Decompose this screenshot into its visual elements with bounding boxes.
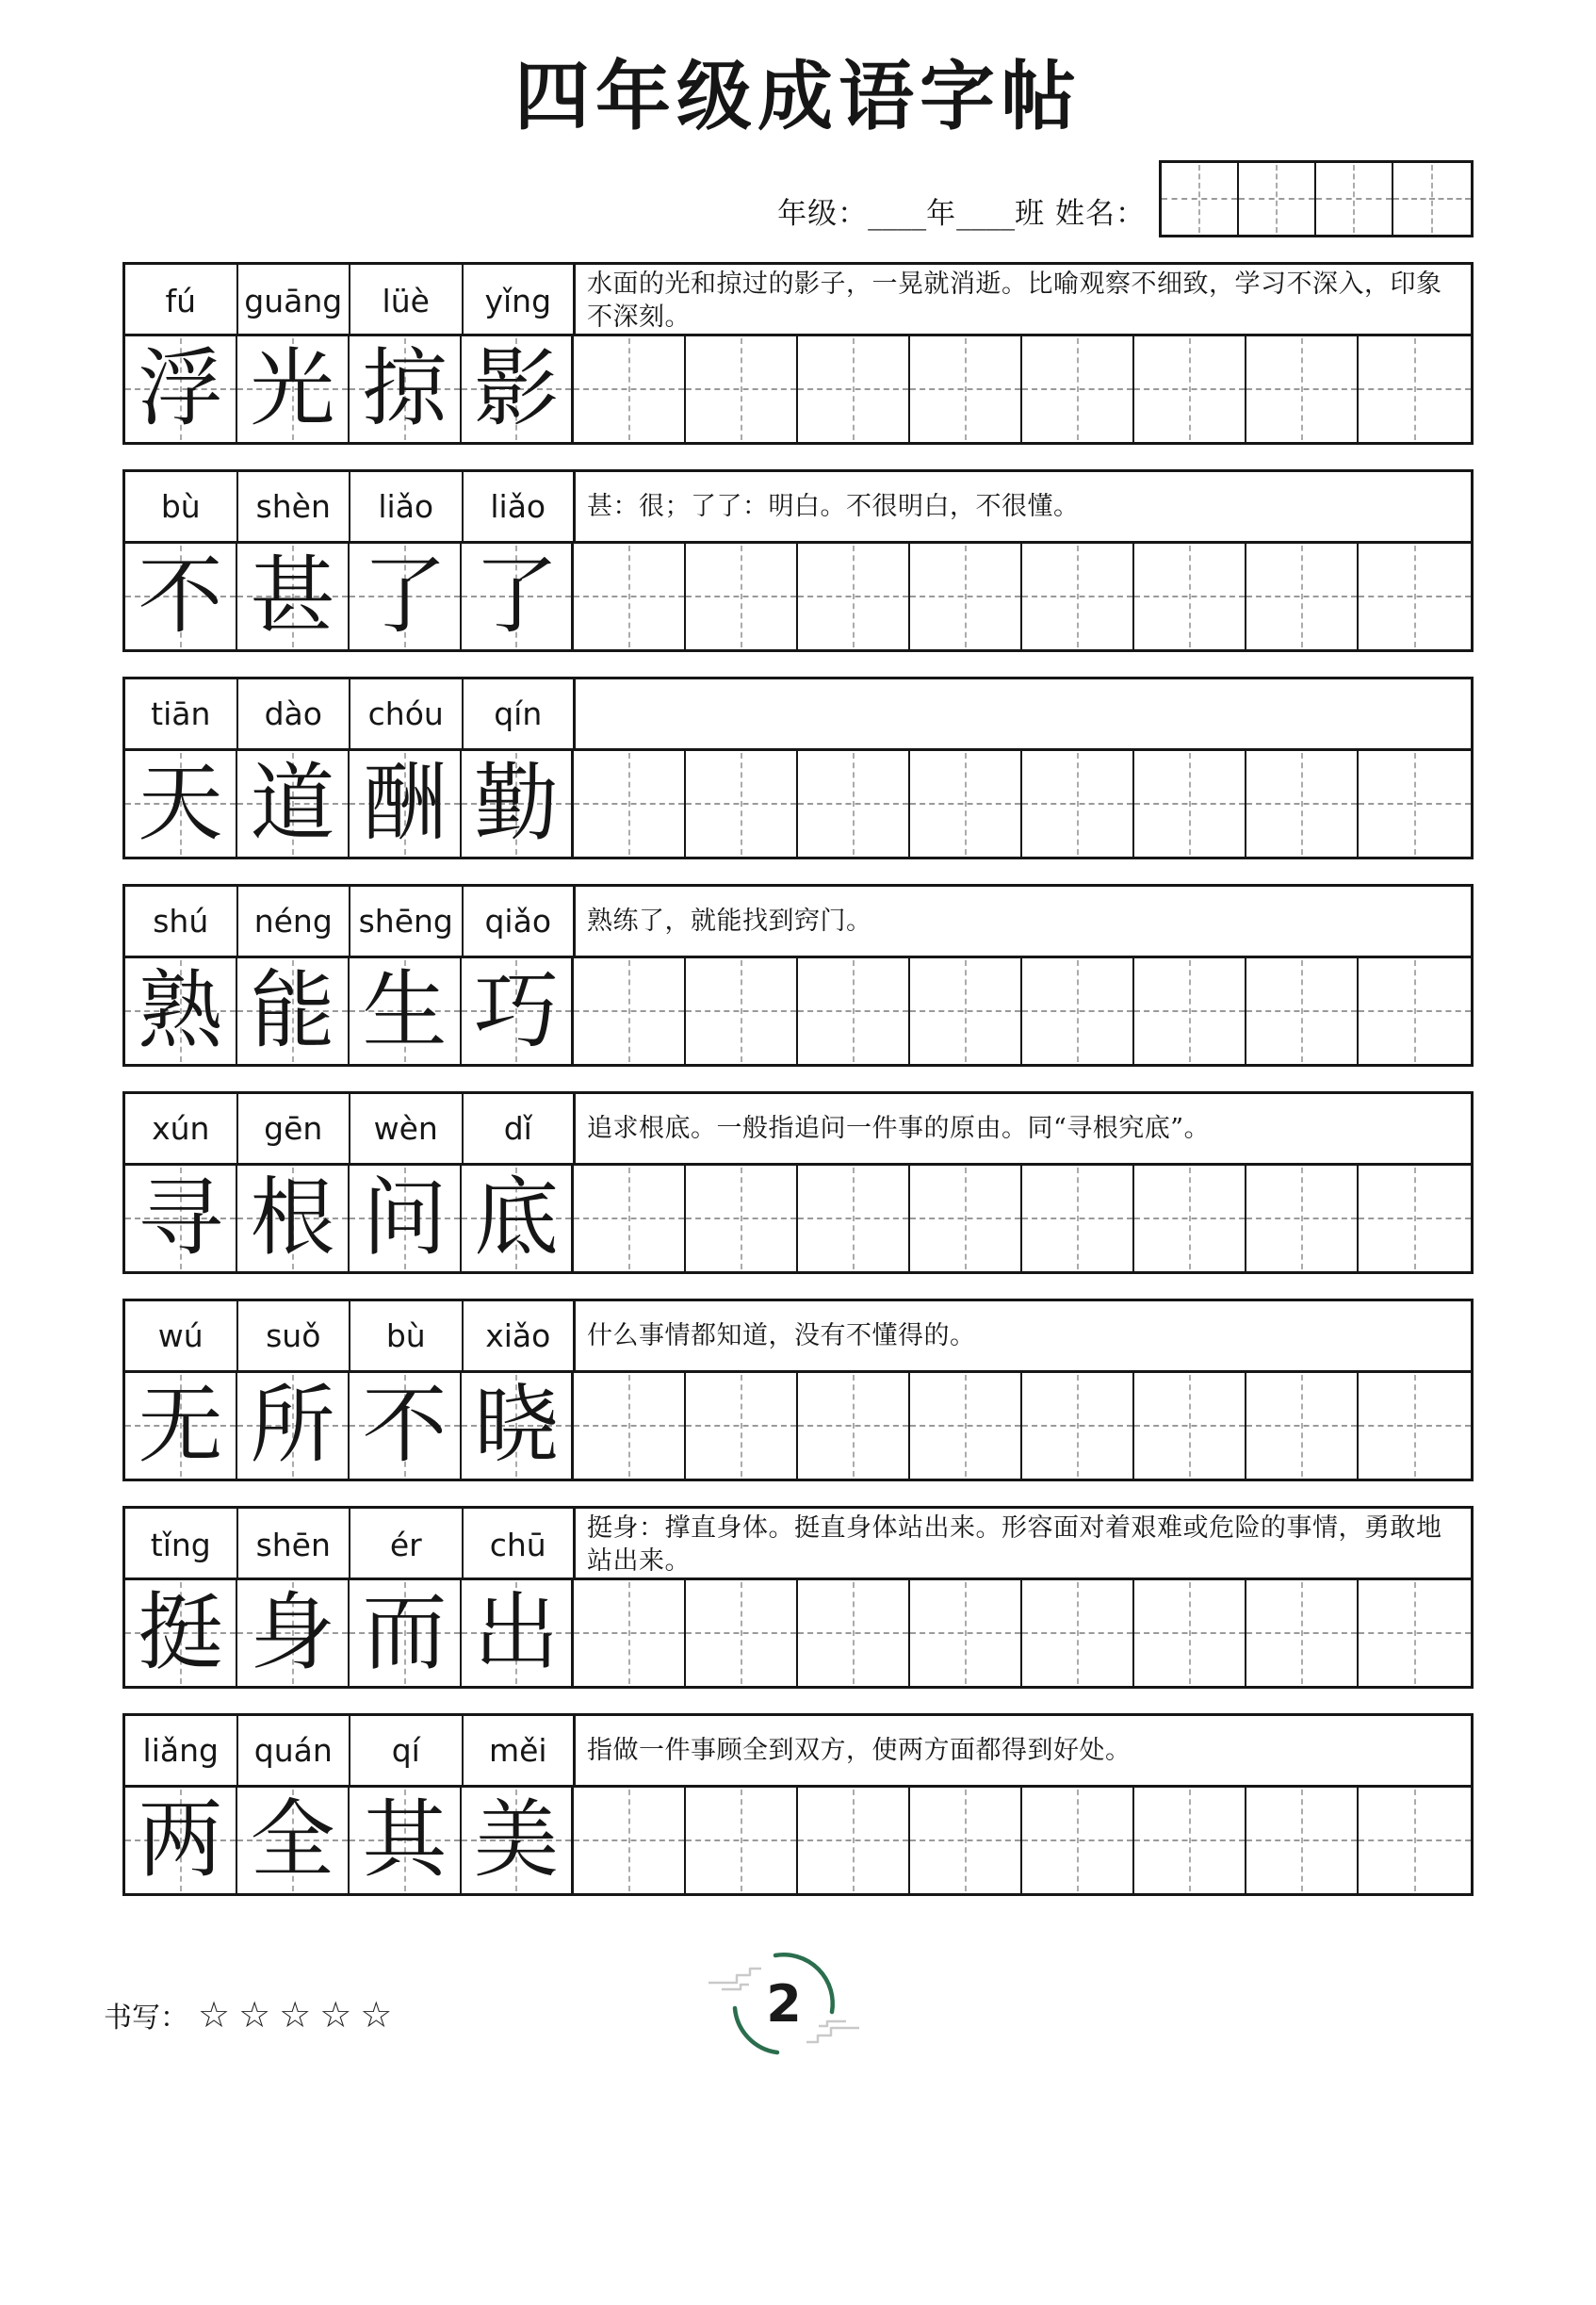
pinyin-cell: néng xyxy=(238,887,351,956)
practice-cell xyxy=(686,1580,798,1686)
practice-cell xyxy=(1359,1788,1471,1893)
name-grid-cell xyxy=(1393,163,1471,235)
idiom-character: 全 xyxy=(250,1790,335,1889)
name-grid-cell xyxy=(1239,163,1316,235)
practice-cell xyxy=(1246,1788,1359,1893)
character-cell xyxy=(125,544,237,649)
practice-cell xyxy=(1022,1788,1134,1893)
character-cell xyxy=(125,1166,237,1271)
practice-cell xyxy=(1359,751,1471,857)
practice-cell xyxy=(686,751,798,857)
practice-cell xyxy=(686,958,798,1064)
practice-cell xyxy=(798,1373,910,1479)
grade-blank-field: ____ xyxy=(868,197,927,231)
page-title: 四年级成语字帖 xyxy=(514,52,1082,140)
practice-cell xyxy=(910,336,1022,442)
practice-cell xyxy=(1134,1580,1246,1686)
idiom-character: 了 xyxy=(362,547,448,646)
name-grid xyxy=(1159,160,1474,237)
pinyin-cell: shú xyxy=(125,887,238,956)
character-row xyxy=(125,751,1471,857)
character-cell xyxy=(237,1373,350,1479)
practice-cell xyxy=(910,1166,1022,1271)
character-cell xyxy=(462,1373,574,1479)
practice-cell xyxy=(1134,958,1246,1064)
pinyin-cell: xiǎo xyxy=(464,1301,577,1370)
pinyin-cell: wèn xyxy=(350,1094,464,1163)
practice-cell xyxy=(1359,1373,1471,1479)
definition-text: 指做一件事顾全到双方，使两方面都得到好处。 xyxy=(587,1736,1132,1765)
pinyin-cell: yǐng xyxy=(464,265,577,336)
page-number: 2 xyxy=(766,1974,802,2034)
practice-cell xyxy=(574,751,686,857)
pinyin-cell: qiǎo xyxy=(464,887,577,956)
character-cell xyxy=(125,1580,237,1686)
practice-cell xyxy=(1359,1166,1471,1271)
character-row xyxy=(125,1580,1471,1686)
pinyin-cell: wú xyxy=(125,1301,238,1370)
page-number-badge xyxy=(699,1945,869,2068)
practice-cell xyxy=(910,1373,1022,1479)
definition-cell xyxy=(576,472,1471,541)
idiom-character: 勤 xyxy=(474,754,559,853)
idiom-block-3 xyxy=(122,677,1474,859)
character-cell xyxy=(237,751,350,857)
pinyin-cell: liǎng xyxy=(125,1716,238,1785)
practice-cell xyxy=(1022,544,1134,649)
pinyin-cell: qí xyxy=(350,1716,464,1785)
practice-cell xyxy=(1022,1373,1134,1479)
idiom-block-6 xyxy=(122,1299,1474,1481)
idiom-character: 挺 xyxy=(138,1583,223,1682)
pinyin-row xyxy=(125,1301,1471,1373)
practice-cell xyxy=(1359,544,1471,649)
definition-cell xyxy=(576,887,1471,956)
class-blank-field: ____ xyxy=(956,197,1016,231)
practice-cell xyxy=(686,336,798,442)
cloud-icon xyxy=(819,2021,846,2026)
character-cell xyxy=(350,1373,462,1479)
practice-cell xyxy=(1134,751,1246,857)
character-cell xyxy=(350,1788,462,1893)
year-label: 年 xyxy=(926,197,957,231)
pinyin-cell: quán xyxy=(238,1716,351,1785)
practice-cell xyxy=(1134,544,1246,649)
character-cell xyxy=(350,751,462,857)
character-cell xyxy=(237,958,350,1064)
idiom-character: 了 xyxy=(474,547,559,646)
pinyin-cell: bù xyxy=(350,1301,464,1370)
idiom-character: 两 xyxy=(138,1790,223,1889)
character-cell xyxy=(350,958,462,1064)
pinyin-row xyxy=(125,265,1471,336)
character-cell xyxy=(237,1166,350,1271)
idiom-character: 酬 xyxy=(362,754,448,853)
idiom-character: 生 xyxy=(362,961,448,1060)
definition-cell xyxy=(576,1509,1471,1580)
rating-label: 书写： xyxy=(104,2002,188,2035)
idiom-block-7 xyxy=(122,1506,1474,1689)
practice-cell xyxy=(1359,1580,1471,1686)
idiom-character: 道 xyxy=(250,754,335,853)
idiom-character: 出 xyxy=(474,1583,559,1682)
practice-cell xyxy=(910,751,1022,857)
character-cell xyxy=(350,544,462,649)
practice-cell xyxy=(1246,751,1359,857)
definition-cell xyxy=(576,1094,1471,1163)
practice-cell xyxy=(798,958,910,1064)
name-grid-cell xyxy=(1162,163,1239,235)
idiom-character: 影 xyxy=(474,339,559,438)
character-cell xyxy=(462,958,574,1064)
pinyin-cell: gēn xyxy=(238,1094,351,1163)
pinyin-cell: shēn xyxy=(238,1509,351,1580)
practice-cell xyxy=(574,1580,686,1686)
definition-cell xyxy=(576,1716,1471,1785)
idiom-character: 晓 xyxy=(474,1376,559,1475)
idiom-character: 不 xyxy=(362,1376,448,1475)
character-row xyxy=(125,1166,1471,1271)
definition-cell xyxy=(576,679,1471,748)
pinyin-cell: qín xyxy=(464,679,577,748)
practice-cell xyxy=(1022,336,1134,442)
definition-text: 什么事情都知道，没有不懂得的。 xyxy=(587,1321,976,1350)
practice-cell xyxy=(574,1788,686,1893)
character-cell xyxy=(350,336,462,442)
practice-cell xyxy=(1246,958,1359,1064)
practice-cell xyxy=(910,1788,1022,1893)
name-label: 姓名： xyxy=(1055,197,1146,231)
student-info-text xyxy=(777,189,1146,237)
student-info-row xyxy=(122,158,1474,237)
practice-cell xyxy=(574,336,686,442)
practice-cell xyxy=(686,1373,798,1479)
definition-cell xyxy=(576,265,1471,336)
definition-text: 追求根底。一般指追问一件事的原由。同“寻根究底”。 xyxy=(587,1114,1211,1143)
pinyin-cell: suǒ xyxy=(238,1301,351,1370)
idiom-character: 根 xyxy=(250,1169,335,1267)
idiom-character: 而 xyxy=(362,1583,448,1682)
idiom-block-5 xyxy=(122,1091,1474,1274)
pinyin-cell: shēng xyxy=(350,887,464,956)
character-row xyxy=(125,1788,1471,1893)
pinyin-cell: dào xyxy=(238,679,351,748)
practice-cell xyxy=(798,751,910,857)
practice-cell xyxy=(1246,1373,1359,1479)
idiom-character: 熟 xyxy=(138,961,223,1060)
practice-cell xyxy=(1022,1580,1134,1686)
page-footer xyxy=(104,1945,1474,2096)
character-cell xyxy=(462,336,574,442)
practice-cell xyxy=(1246,1580,1359,1686)
practice-cell xyxy=(1246,336,1359,442)
character-cell xyxy=(237,1788,350,1893)
character-cell xyxy=(125,751,237,857)
practice-cell xyxy=(1134,1788,1246,1893)
idiom-block-4 xyxy=(122,884,1474,1067)
character-cell xyxy=(462,1788,574,1893)
practice-cell xyxy=(1246,544,1359,649)
idiom-blocks-container xyxy=(122,262,1474,1896)
pinyin-cell: chū xyxy=(464,1509,577,1580)
idiom-character: 不 xyxy=(138,547,223,646)
practice-cell xyxy=(686,1788,798,1893)
pinyin-cell: bù xyxy=(125,472,238,541)
pinyin-cell: xún xyxy=(125,1094,238,1163)
pinyin-cell: guāng xyxy=(238,265,351,336)
practice-cell xyxy=(910,544,1022,649)
class-label: 班 xyxy=(1015,197,1046,231)
idiom-character: 美 xyxy=(474,1790,559,1889)
idiom-character: 光 xyxy=(250,339,335,438)
character-cell xyxy=(237,1580,350,1686)
idiom-block-2 xyxy=(122,469,1474,652)
pinyin-cell: chóu xyxy=(350,679,464,748)
practice-cell xyxy=(910,1580,1022,1686)
character-cell xyxy=(462,1166,574,1271)
pinyin-row xyxy=(125,1094,1471,1166)
character-cell xyxy=(350,1166,462,1271)
practice-cell xyxy=(574,544,686,649)
idiom-character: 寻 xyxy=(138,1169,223,1267)
practice-cell xyxy=(686,1166,798,1271)
idiom-block-1 xyxy=(122,262,1474,445)
pinyin-row xyxy=(125,472,1471,544)
pinyin-cell: ér xyxy=(350,1509,464,1580)
definition-text: 甚：很；了了：明白。不很明白，不很懂。 xyxy=(587,492,1080,521)
pinyin-cell: lüè xyxy=(350,265,464,336)
character-cell xyxy=(462,1580,574,1686)
practice-cell xyxy=(1134,1373,1246,1479)
cloud-icon xyxy=(806,2028,859,2042)
idiom-character: 掠 xyxy=(362,339,448,438)
pinyin-cell: fú xyxy=(125,265,238,336)
worksheet-page xyxy=(0,47,1596,2096)
idiom-block-8 xyxy=(122,1713,1474,1896)
practice-cell xyxy=(1246,1166,1359,1271)
character-cell xyxy=(125,336,237,442)
idiom-character: 甚 xyxy=(250,547,335,646)
practice-cell xyxy=(798,336,910,442)
pinyin-row xyxy=(125,1716,1471,1788)
character-cell xyxy=(125,1788,237,1893)
practice-cell xyxy=(798,1788,910,1893)
character-cell xyxy=(237,544,350,649)
pinyin-cell: liǎo xyxy=(350,472,464,541)
practice-cell xyxy=(574,1373,686,1479)
character-cell xyxy=(125,958,237,1064)
character-cell xyxy=(462,751,574,857)
practice-cell xyxy=(574,1166,686,1271)
idiom-character: 天 xyxy=(138,754,223,853)
pinyin-cell: tǐng xyxy=(125,1509,238,1580)
practice-cell xyxy=(1134,1166,1246,1271)
pinyin-row xyxy=(125,1509,1471,1580)
pinyin-cell: tiān xyxy=(125,679,238,748)
definition-cell xyxy=(576,1301,1471,1370)
cloud-icon xyxy=(708,1969,761,1983)
character-cell xyxy=(350,1580,462,1686)
definition-text: 挺身：撑直身体。挺直身体站出来。形容面对着艰难或危险的事情，勇敢地站出来。 xyxy=(587,1513,1442,1576)
practice-cell xyxy=(1359,336,1471,442)
pinyin-cell: liǎo xyxy=(464,472,577,541)
pinyin-cell: shèn xyxy=(238,472,351,541)
grade-label: 年级： xyxy=(777,197,869,231)
pinyin-cell: měi xyxy=(464,1716,577,1785)
writing-rating xyxy=(104,1994,400,2035)
idiom-character: 问 xyxy=(362,1169,448,1267)
name-grid-cell xyxy=(1316,163,1393,235)
idiom-character: 无 xyxy=(138,1376,223,1475)
rating-stars: ☆☆☆☆☆ xyxy=(198,1994,401,2035)
practice-cell xyxy=(1359,958,1471,1064)
practice-cell xyxy=(1134,336,1246,442)
pinyin-row xyxy=(125,887,1471,958)
character-row xyxy=(125,544,1471,649)
character-cell xyxy=(125,1373,237,1479)
pinyin-cell: dǐ xyxy=(464,1094,577,1163)
practice-cell xyxy=(798,1166,910,1271)
cloud-icon xyxy=(722,1985,749,1989)
practice-cell xyxy=(798,544,910,649)
practice-cell xyxy=(798,1580,910,1686)
practice-cell xyxy=(910,958,1022,1064)
idiom-character: 其 xyxy=(362,1790,448,1889)
practice-cell xyxy=(1022,751,1134,857)
idiom-character: 浮 xyxy=(138,339,223,438)
idiom-character: 所 xyxy=(250,1376,335,1475)
character-row xyxy=(125,958,1471,1064)
character-cell xyxy=(237,336,350,442)
idiom-character: 能 xyxy=(250,961,335,1060)
idiom-character: 底 xyxy=(474,1169,559,1267)
definition-text: 熟练了，就能找到窍门。 xyxy=(587,907,872,936)
practice-cell xyxy=(1022,1166,1134,1271)
character-row xyxy=(125,1373,1471,1479)
pinyin-row xyxy=(125,679,1471,751)
character-cell xyxy=(462,544,574,649)
practice-cell xyxy=(574,958,686,1064)
practice-cell xyxy=(1022,958,1134,1064)
idiom-character: 巧 xyxy=(474,961,559,1060)
practice-cell xyxy=(686,544,798,649)
idiom-character: 身 xyxy=(250,1583,335,1682)
definition-text: 水面的光和掠过的影子，一晃就消逝。比喻观察不细致，学习不深入，印象不深刻。 xyxy=(587,270,1442,332)
character-row xyxy=(125,336,1471,442)
